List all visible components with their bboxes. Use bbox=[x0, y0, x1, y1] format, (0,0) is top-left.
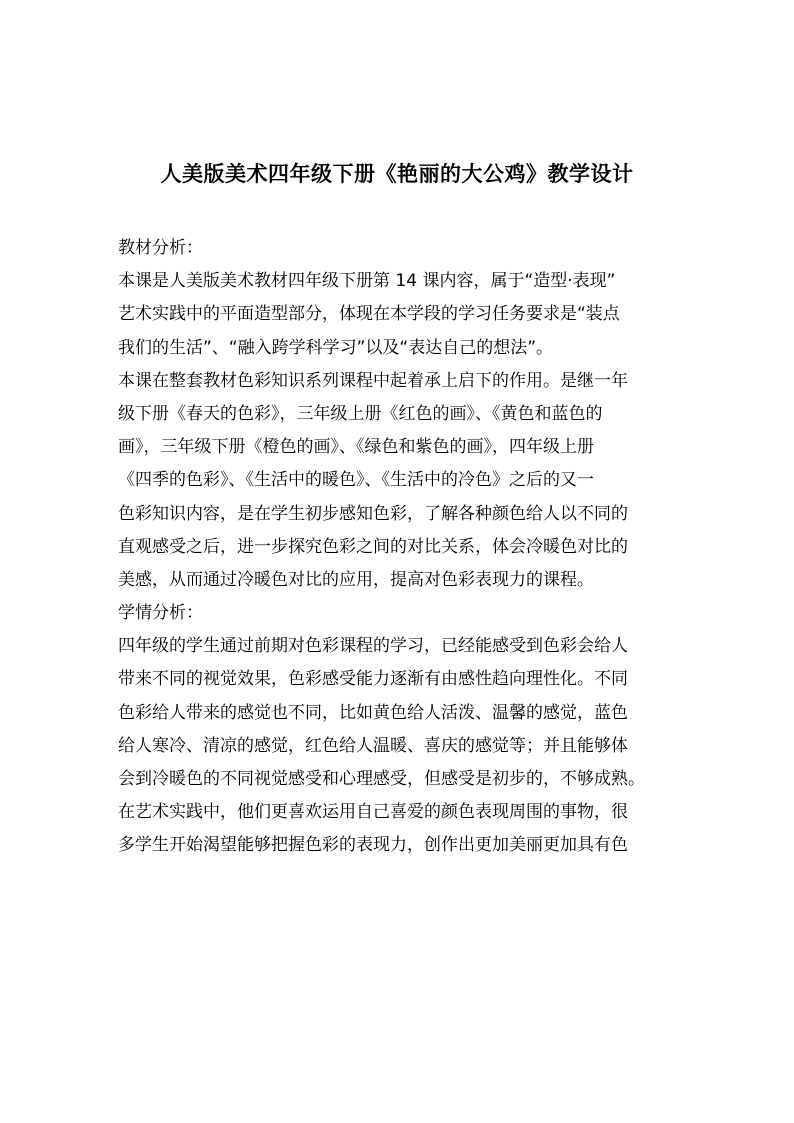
paragraph-line: 色彩知识内容，是在学生初步感知色彩，了解各种颜色给人以不同的 bbox=[118, 503, 628, 524]
paragraph-line: 色彩给人带来的感觉也不同，比如黄色给人活泼、温馨的感觉，蓝色 bbox=[118, 702, 628, 723]
document-body bbox=[118, 232, 686, 863]
paragraph-line: 画》，三年级下册《橙色的画》、《绿色和紫色的画》，四年级上册 bbox=[118, 437, 594, 458]
paragraph-line: 《四季的色彩》、《生活中的暖色》、《生活中的冷色》之后的又一 bbox=[118, 470, 594, 491]
section-heading-student-analysis: 学情分析： bbox=[118, 603, 203, 624]
paragraph-line: 给人寒冷、清凉的感觉，红色给人温暖、喜庆的感觉等；并且能够体 bbox=[118, 735, 628, 756]
paragraph-line: 本课在整套教材色彩知识系列课程中起着承上启下的作用。是继一年 bbox=[118, 370, 628, 391]
paragraph-line: 美感，从而通过冷暖色对比的应用，提高对色彩表现力的课程。 bbox=[118, 569, 594, 590]
paragraph-line: 本课是人美版美术教材四年级下册第 14 课内容，属于“造型·表现” bbox=[118, 271, 616, 292]
paragraph-line: 我们的生活”、“融入跨学科学习”以及“表达自己的想法”。 bbox=[118, 337, 554, 358]
paragraph-line: 会到冷暖色的不同视觉感受和心理感受，但感受是初步的，不够成熟。 bbox=[118, 769, 645, 789]
paragraph-line: 多学生开始渴望能够把握色彩的表现力，创作出更加美丽更加具有色 bbox=[118, 835, 628, 856]
paragraph-line: 级下册《春天的色彩》，三年级上册《红色的画》、《黄色和蓝色的 bbox=[118, 403, 603, 424]
paragraph-line: 直观感受之后，进一步探究色彩之间的对比关系，体会冷暖色对比的 bbox=[118, 536, 628, 557]
document-title: 人美版美术四年级下册《艳丽的大公鸡》教学设计 bbox=[160, 162, 634, 186]
paragraph-line: 带来不同的视觉效果，色彩感受能力逐渐有由感性趋向理性化。不同 bbox=[118, 669, 628, 690]
section-heading-textbook-analysis: 教材分析： bbox=[118, 238, 203, 258]
paragraph-line: 四年级的学生通过前期对色彩课程的学习，已经能感受到色彩会给人 bbox=[118, 636, 628, 657]
paragraph-line: 艺术实践中的平面造型部分，体现在本学段的学习任务要求是“装点 bbox=[118, 304, 620, 325]
paragraph-line: 在艺术实践中，他们更喜欢运用自己喜爱的颜色表现周围的事物，很 bbox=[118, 802, 628, 823]
